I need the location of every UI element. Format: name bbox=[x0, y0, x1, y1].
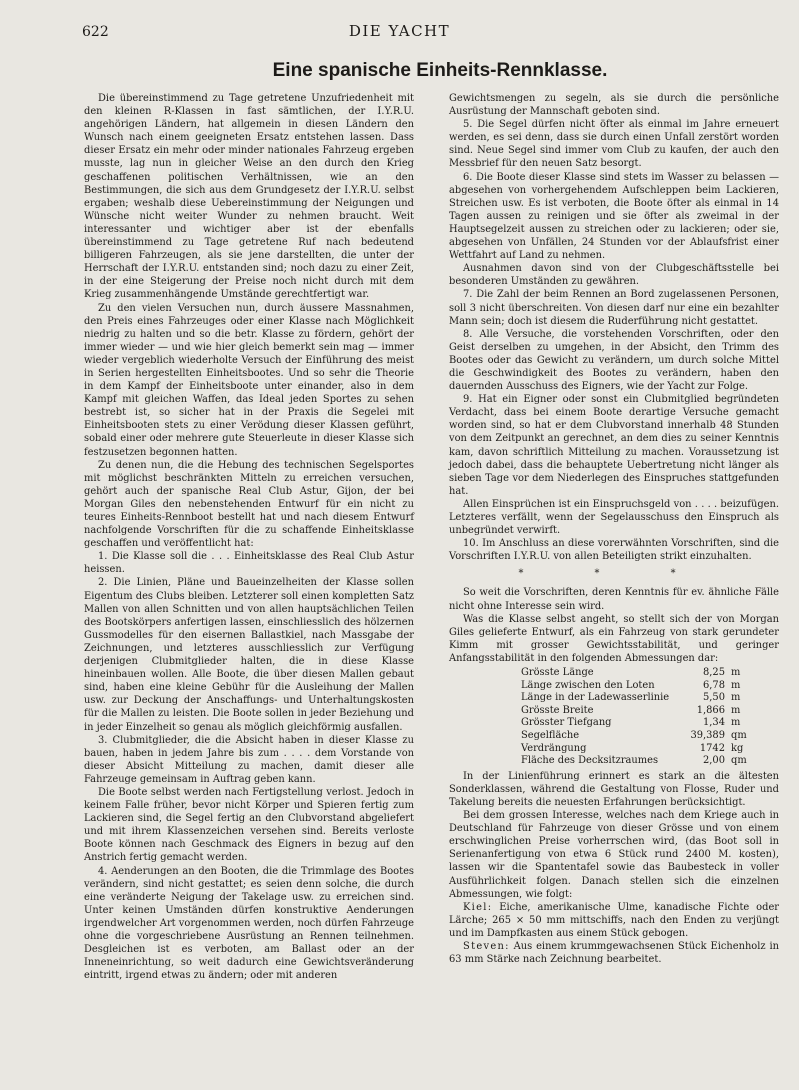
dimension-unit: m bbox=[731, 704, 741, 716]
paragraph: Bei dem grossen Interesse, welches nach dem Kriege auch in Deutschland für Fahrzeuge von dieser Grösse und von einem erschwinglichen Preise vorherrschen wird, (das Boot soll in Serienanfertigung von etwa 6 Stück rund 2400 M. kosten), lassen wir die Spantentafel sowie das Baubesteck in voller Ausführlichkeit folgen. Danach stellen sich die einzelnen Abmessungen, wie folgt: bbox=[449, 810, 779, 900]
dimension-label: Grösste Länge bbox=[521, 667, 594, 679]
dimension-value: 8,25 bbox=[703, 667, 725, 679]
dimension-label: Segelfläche bbox=[521, 730, 580, 741]
rule-paragraph: 3. Clubmitglieder, die die Absicht haben in dieser Klasse zu bauen, haben in jedem Jahre bis zum . . . . dem Vorstande von dieser Absicht Mitteilung zu machen, damit dieser alle Fahrzeuge gemeinsam in Auftrag geben kann. bbox=[84, 734, 414, 785]
dimension-value: 2,00 bbox=[703, 755, 725, 767]
section-divider-stars: * * * bbox=[518, 568, 710, 580]
dimension-row bbox=[521, 730, 761, 743]
rule-paragraph: 4. Aenderungen an den Booten, die die Trimmlage des Bootes verändern, sind nicht gestattet; es seien denn solche, die durch eine veränderte Neigung der Takelage usw. zu erreichen sind. Unter keinen Umständen dürfen konstruktive Aenderungen irgendwelcher Art vorgenommen werden, noch dürfen Fahrzeuge ohne die vorgeschriebene Ausrüstung an Rennen teilnehmen. Desgleichen ist es verboten, am Ballast oder an der Inneneinrichtung, so weit dadurch eine Gewichtsveränderung eintritt, irgend etwas zu ändern; oder mit anderen bbox=[84, 865, 414, 982]
left-column bbox=[84, 92, 414, 982]
dimension-label: Verdrängung bbox=[521, 742, 587, 754]
dimension-label: Länge in der Ladewasserlinie bbox=[521, 692, 670, 704]
page-number: 622 bbox=[82, 24, 109, 40]
material-term: Kiel: bbox=[463, 901, 493, 913]
dimension-unit: qm bbox=[731, 730, 747, 741]
material-text: Eiche, amerikanische Ulme, kanadische Fichte oder Lärche; 265 × 50 mm mittschiffs, nach den Enden zu verjüngt und im Dampfkasten aus einem Stück gebogen. bbox=[449, 901, 780, 939]
dimension-row bbox=[521, 755, 761, 768]
material-term: Steven: bbox=[463, 941, 510, 952]
article-title: Eine spanische Einheits-Rennklasse. bbox=[272, 60, 608, 81]
dimension-label: Grösster Tiefgang bbox=[521, 717, 612, 729]
right-column bbox=[449, 92, 779, 966]
rule-paragraph: 8. Alle Versuche, die vorstehenden Vorschriften, oder den Geist derselben zu umgehen, in der Absicht, den Trimm des Bootes oder das Gewicht zu verändern, um durch solche Mittel die Geschwindigkeit des Bootes zu verändern, haben den dauernden Ausschuss des Eigners, wie der Yacht zur Folge. bbox=[449, 328, 779, 393]
rule-paragraph: 5. Die Segel dürfen nicht öfter als einmal im Jahre erneuert werden, es sei denn, dass sie durch einen Unfall zerstört worden sind. Neue Segel sind immer vom Club zu kaufen, der auch den Messbrief für den neuen Satz besorgt. bbox=[449, 119, 779, 170]
paragraph: Allen Einsprüchen ist ein Einspruchsgeld von . . . . beizufügen. Letzteres verfällt, wenn der Segelausschuss den Einspruch als unbegründet verwirft. bbox=[449, 498, 779, 537]
paragraph: Zu denen nun, die die Hebung des technischen Segelsportes mit möglichst beschränkten Mitteln zu erreichen versuchen, gehört auch der spanische Real Club Astur, Gijon, der bei Morgan Giles den nebenstehenden Entwurf für ein nicht zu teures Einheits-Rennboot bestellt hat und nach diesem Entwurf nachfolgende Vorschriften für die zu schaffende Einheitsklasse geschaffen und veröffentlicht hat: bbox=[84, 459, 414, 550]
paragraph: In der Linienführung erinnert es stark an die ältesten Sonderklassen, während die Gestaltung von Flosse, Ruder und Takelung bereits die neuesten Erfahrungen berücksichtigt. bbox=[449, 770, 779, 808]
dimension-label: Grösste Breite bbox=[521, 704, 594, 716]
dimension-unit: qm bbox=[731, 755, 747, 767]
dimension-row bbox=[521, 692, 761, 705]
dimension-unit: m bbox=[731, 692, 741, 704]
paragraph-continued: Gewichtsmengen zu segeln, als sie durch die persönliche Ausrüstung der Mannschaft geboten sind. bbox=[449, 93, 779, 118]
dimension-row bbox=[521, 717, 761, 730]
paragraph: Ausnahmen davon sind von der Clubgeschäftsstelle bei besonderen Umständen zu gewähren. bbox=[449, 263, 779, 288]
dimension-unit: kg bbox=[731, 742, 744, 754]
paragraph: Zu den vielen Versuchen nun, durch äussere Massnahmen, den Preis eines Fahrzeuges oder einer Klasse nach Möglichkeit niedrig zu halten und so die betr. Klasse zu fördern, gehört der immer wieder — und wie hier gleich bemerkt sein mag — immer wieder vergeblich wiederholte Versuch der Einführung des meist in Serien hergestellten Einheitsbootes. Und so sehr die Theorie in dem Kampf der Einheitsboote unter einander, also in dem Kampf mit gleichen Waffen, das Ideal jeden Sportes zu sehen bestrebt ist, so sicher hat in der Praxis die Segelei mit Einheitsbooten stets zu einer Verödung dieser Klassen geführt, sobald einer oder mehrere gute Steuerleute in dieser Klasse sich festzusetzen begonnen hatten. bbox=[84, 302, 414, 458]
dimension-value: 39,389 bbox=[690, 730, 725, 741]
rule-paragraph: 7. Die Zahl der beim Rennen an Bord zugelassenen Personen, soll 3 nicht überschreiten. Von diesen darf nur eine ein bezahlter Mann sein; doch ist diesem die Ruderführung nicht gestattet. bbox=[449, 289, 779, 327]
material-item bbox=[449, 940, 779, 966]
dimension-value: 1742 bbox=[699, 742, 725, 754]
dimension-label: Fläche des Decksitzraumes bbox=[521, 755, 659, 767]
paragraph: Die übereinstimmend zu Tage getretene Unzufriedenheit mit den kleinen R-Klassen in fast sämtlichen, der I.Y.R.U. angehörigen Ländern, hat allgemein in diesen Ländern den Wunsch nach einem geeigneten Ersatz entstehen lassen. Dass dieser Ersatz ein mehr oder minder nationales Fahrzeug ergeben musste, lag nun in gleicher Weise an den durch den Krieg geschaffenen politischen Verhältnissen, wie an den Bestimmungen, die sich aus dem Grundgesetz der I.Y.R.U. selbst ergaben; weshalb diese Uebereinstimmung der Neigungen und Wünsche nicht weiter Wunder zu nehmen braucht. Weit interessanter und wichtiger aber ist der ebenfalls übereinstimmend zu Tage getretene Ruf nach bedeutend billigeren Fahrzeugen, als sie jene darstellten, die unter der Herrschaft der I.Y.R.U. entstanden sind; noch dazu zu einer Zeit, in der eine Steigerung der Preise noch nicht durch mit dem Krieg zusammenhängende Umstände gerechtfertigt war. bbox=[84, 93, 414, 301]
dimension-row bbox=[521, 705, 761, 718]
paragraph: Was die Klasse selbst angeht, so stellt sich der von Morgan Giles gelieferte Entwurf, als ein Fahrzeug von stark gerundeter Kimm mit grosser Gewichtsstabilität, und geringer Anfangsstabilität in den folgenden Abmessungen dar: bbox=[449, 613, 779, 664]
dimension-label: Länge zwischen den Loten bbox=[521, 679, 655, 691]
dimension-row bbox=[521, 743, 761, 756]
dimension-value: 5,50 bbox=[703, 692, 725, 704]
material-item bbox=[449, 901, 779, 940]
rule-paragraph: 1. Die Klasse soll die . . . Einheitsklasse des Real Club Astur heissen. bbox=[84, 551, 414, 576]
dimension-row bbox=[521, 667, 761, 680]
paragraph: Die Boote selbst werden nach Fertigstellung verlost. Jedoch in keinem Falle früher, bevor nicht Körper und Spieren fertig zum Lackieren sind, die Segel fertig an den Clubvorstand abgeliefert und mit ihrem Klassenzeichen versehen sind. Bereits verloste Boote können nach Geschmack des Eigners in bezug auf den Anstrich fertig gemacht werden. bbox=[84, 786, 414, 864]
paragraph: So weit die Vorschriften, deren Kenntnis für ev. ähnliche Fälle nicht ohne Interesse sein wird. bbox=[449, 587, 779, 612]
rule-paragraph: 10. Im Anschluss an diese vorerwähnten Vorschriften, sind die Vorschriften I.Y.R.U. von allen Beteiligten strikt einzuhalten. bbox=[449, 538, 779, 563]
rule-paragraph: 6. Die Boote dieser Klasse sind stets im Wasser zu belassen — abgesehen von vorhergehendem Aufschleppen beim Lackieren, Streichen usw. Es ist verboten, die Boote öfter als einmal in 14 Tagen aussen zu reinigen und sie öfter als zweimal in der Hauptsegelzeit aussen zu streichen oder zu lackieren; oder sie, abgesehen von Unfällen, 24 Stunden vor der Ablaufsfrist einer Wettfahrt auf Land zu nehmen. bbox=[449, 171, 779, 262]
dimension-value: 1,34 bbox=[703, 717, 725, 729]
journal-name: DIE YACHT bbox=[348, 22, 451, 40]
dimension-value: 6,78 bbox=[703, 679, 725, 691]
dimension-unit: m bbox=[731, 679, 741, 691]
material-text: Aus einem krummgewachsenen Stück Eichenholz in 63 mm Stärke nach Zeichnung bearbeitet. bbox=[449, 941, 779, 966]
rule-paragraph: 2. Die Linien, Pläne und Baueinzelheiten der Klasse sollen Eigentum des Clubs bleiben. Letzterer soll einen kompletten Satz Mallen von allen Schnitten und von allen hauptsächlichen Teilen des Bootskörpers anfertigen lassen, einschliesslich des hölzernen Gussmodelles für den eisernen Ballastkiel, nach Massgabe der Zeichnungen, und letzteres ausschliesslich zur Verfügung derjenigen Clubmitglieder halten, die in diese Klasse hineinbauen wollen. Alle Boote, die über diesen Mallen gebaut sind, haben eine kleine Gebühr für die Ausleihung der Mallen usw. zur Deckung der Anschaffungs- und Unterhaltungskosten für die Mallen zu leisten. Die Boote sollen in jeder Beziehung und in jeder Einzelheit so genau als möglich gleichförmig ausfallen. bbox=[84, 577, 414, 733]
dimension-value: 1,866 bbox=[696, 704, 725, 716]
rule-paragraph: 9. Hat ein Eigner oder sonst ein Clubmitglied begründeten Verdacht, dass bei einem Boote derartige Versuche gemacht worden sind, so hat er dem Clubvorstand innerhalb 48 Stunden von dem Zeitpunkt an gerechnet, an dem dies zu seiner Kenntnis kam, davon schriftlich Mitteilung zu machen. Voraussetzung ist jedoch dabei, dass die behauptete Uebertretung nicht länger als sieben Tage vor dem Niederlegen des Einspruches stattgefunden hat. bbox=[449, 394, 779, 497]
dimensions-table bbox=[521, 667, 761, 768]
dimension-unit: m bbox=[731, 667, 741, 679]
dimension-row bbox=[521, 680, 761, 693]
dimension-unit: m bbox=[731, 717, 741, 729]
